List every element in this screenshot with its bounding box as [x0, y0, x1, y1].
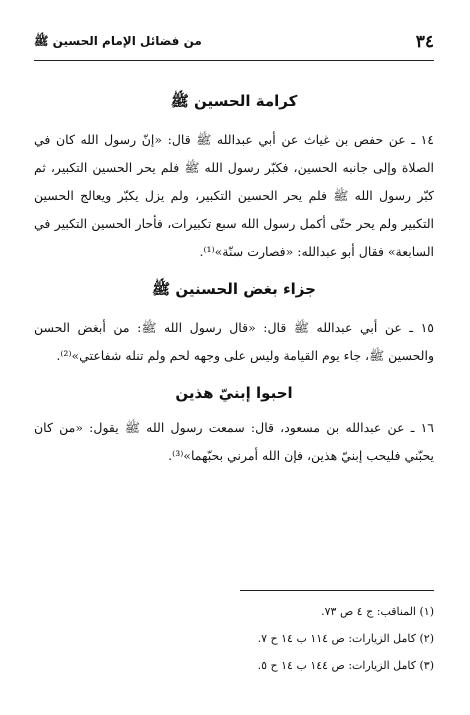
- hadith-section-ahibbu: [34, 384, 434, 470]
- section-title: احبوا إبنيّ هذين: [175, 384, 293, 402]
- footnotes: [34, 598, 434, 679]
- hadith-paragraph: ١٤ ـ عن حفص بن غياث عن أبي عبدالله ﷺ قال: «إنّ رسول الله كان في الصلاة وإلى جانبه الحسين، فكبّر رسول الله ﷺ فلم يحر الحسين التكبير، ثم كبّر رسول الله ﷺ فلم يحر الحسين التكبير، ولم يزل يكبّر ويعالج الحسين التكبير ولم يحر حتّى أكمل رسول الله سبع تكبيرات، فأحار الحسين التكبير في السابعة» فقال أبو عبدالله: «فصارت سنّة»⁽¹⁾.: [34, 132, 434, 259]
- footnote-divider: [240, 590, 434, 591]
- hadith-section-jaza: [34, 280, 434, 370]
- section-title: كرامة الحسين ﷺ: [170, 92, 298, 110]
- footnote: (٣) كامل الزيارات: ص ١٤٤ ب ١٤ ح ٥.: [257, 659, 434, 672]
- page-number: ٣٤: [415, 32, 434, 52]
- footnote: (١) المناقب: ج ٤ ص ٧٣.: [321, 605, 434, 618]
- page-content: [34, 82, 434, 484]
- hadith-paragraph: ١٥ ـ عن أبي عبدالله ﷺ قال: «قال رسول الله ﷺ: من أبغض الحسن والحسين ﷺ، جاء يوم القيامة وليس على وجهه لحم ولم تنله شفاعتي»⁽²⁾.: [34, 320, 434, 363]
- section-title: جزاء بغض الحسنين ﷺ: [152, 280, 316, 298]
- header-divider: [34, 60, 434, 61]
- running-title: من فضائل الإمام الحسين ﷺ: [34, 33, 202, 48]
- hadith-section-karama: [34, 92, 434, 266]
- running-header: [34, 30, 434, 54]
- hadith-paragraph: ١٦ ـ عن عبدالله بن مسعود، قال: سمعت رسول الله ﷺ يقول: «من كان يحبّني فليحب إبنيّ هذين، فإن الله أمرني بحبّهما»⁽³⁾.: [34, 420, 434, 463]
- footnote: (٢) كامل الزيارات: ص ١١٤ ب ١٤ ح ٧.: [257, 632, 434, 645]
